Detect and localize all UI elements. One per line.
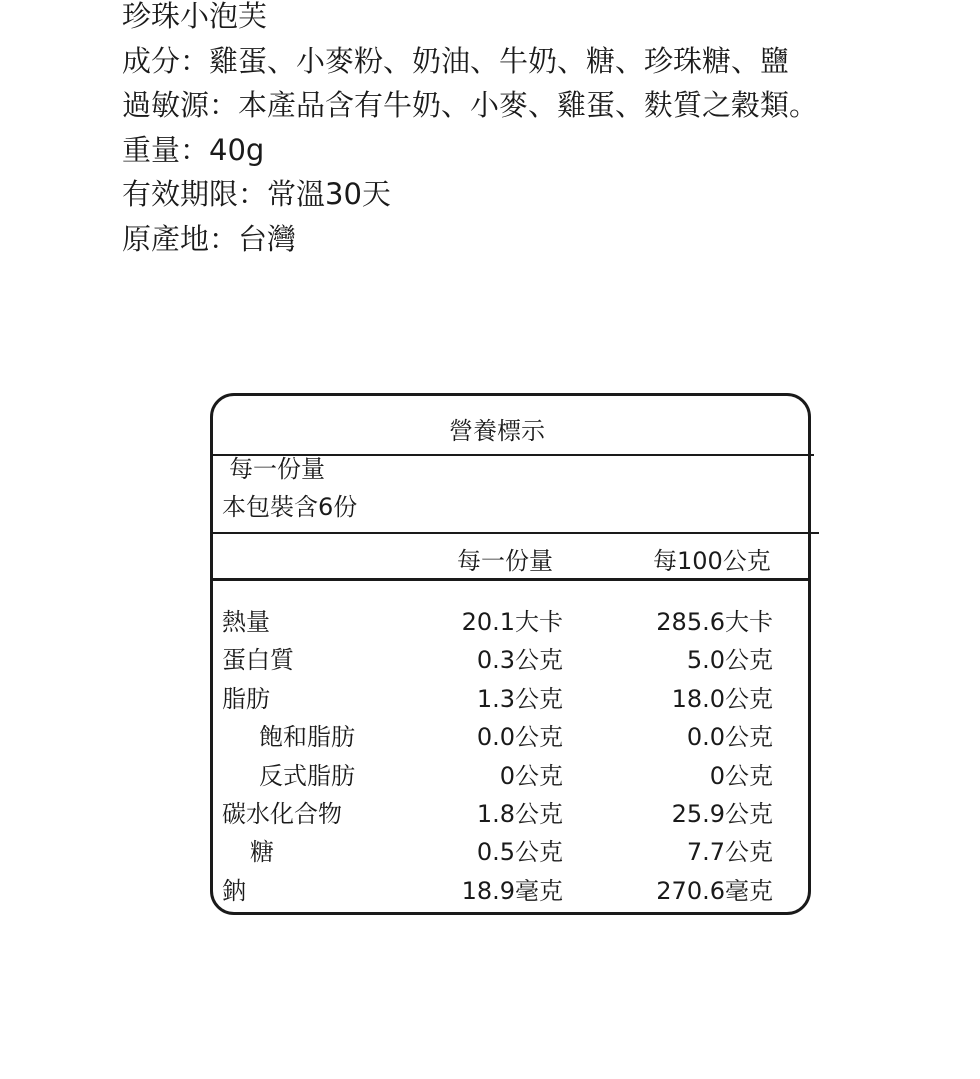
product-name: 珍珠小泡芙 <box>122 0 268 33</box>
nutrient-name: 反式脂肪 <box>259 762 355 790</box>
column-header-per-serving: 每一份量 <box>457 547 553 575</box>
origin-line: 原產地：台灣 <box>122 221 297 256</box>
nutrient-per-serving: 1.3公克 <box>476 685 563 713</box>
nutrient-per-100g: 0.0公克 <box>686 723 773 751</box>
nutrient-per-serving: 0.3公克 <box>476 646 563 674</box>
nutrient-per-100g: 270.6毫克 <box>656 877 773 905</box>
nutrient-per-serving: 0.0公克 <box>476 723 563 751</box>
servings-per-pack: 本包裝含6份 <box>222 493 358 521</box>
nutrient-name: 飽和脂肪 <box>259 723 355 751</box>
nutrient-per-serving: 18.9毫克 <box>461 877 563 905</box>
nutrient-per-100g: 7.7公克 <box>686 838 773 866</box>
nutrient-per-100g: 5.0公克 <box>686 646 773 674</box>
nutrition-title: 營養標示 <box>449 417 545 445</box>
nutrient-name: 糖 <box>250 838 274 866</box>
product-info <box>122 0 962 261</box>
nutrition-facts-panel <box>210 393 811 915</box>
nutrient-per-100g: 0公克 <box>709 762 773 790</box>
nutrient-per-100g: 285.6大卡 <box>656 608 773 636</box>
shelf-life-line: 有效期限：常溫30天 <box>122 177 391 211</box>
nutrient-name: 鈉 <box>222 877 246 905</box>
serving-size-label: 每一份量 <box>229 455 325 483</box>
divider-header <box>210 578 811 581</box>
ingredients-line: 成分：雞蛋、小麥粉、奶油、牛奶、糖、珍珠糖、鹽 <box>122 43 790 78</box>
nutrient-name: 蛋白質 <box>222 646 294 674</box>
nutrient-per-serving: 20.1大卡 <box>461 608 563 636</box>
nutrient-per-100g: 18.0公克 <box>671 685 773 713</box>
allergen-line: 過敏源：本產品含有牛奶、小麥、雞蛋、麩質之穀類。 <box>122 88 819 122</box>
nutrient-name: 熱量 <box>222 608 270 636</box>
nutrient-name: 脂肪 <box>222 685 270 713</box>
column-header-per-100g: 每100公克 <box>653 547 771 575</box>
weight-line: 重量：40g <box>122 132 265 167</box>
nutrient-name: 碳水化合物 <box>222 800 342 828</box>
nutrient-per-serving: 0公克 <box>499 762 563 790</box>
divider-servings <box>210 532 819 534</box>
nutrient-per-serving: 1.8公克 <box>476 800 563 828</box>
nutrient-per-100g: 25.9公克 <box>671 800 773 828</box>
nutrient-per-serving: 0.5公克 <box>476 838 563 866</box>
